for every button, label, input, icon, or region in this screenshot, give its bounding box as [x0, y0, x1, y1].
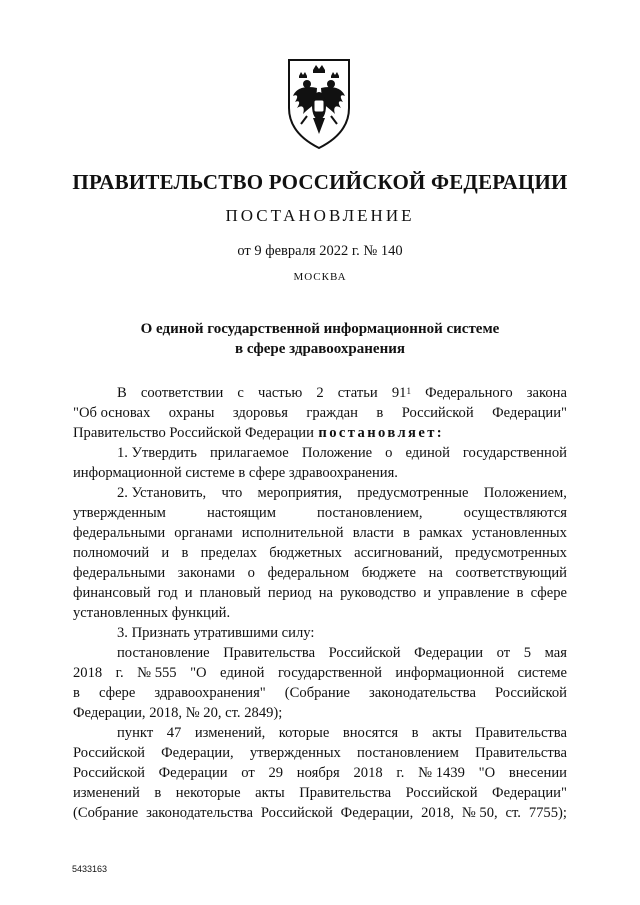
body-text-word: соответствии — [140, 385, 224, 401]
body-text-word: руководство — [340, 585, 417, 601]
body-text-word: Российской — [405, 785, 478, 801]
body-text-word: закона — [526, 385, 567, 401]
body-text-word: в — [181, 545, 189, 561]
body-text-word: установленных — [471, 525, 567, 541]
body-line — [73, 723, 567, 743]
body-line — [73, 403, 567, 423]
body-text-word: 47 — [166, 725, 182, 741]
body-text-word: управление — [438, 585, 510, 601]
body-text-word: 2018 — [353, 765, 383, 781]
body-text-word: о — [247, 565, 255, 581]
body-text-word: г. — [396, 765, 405, 781]
body-text-word: 2 — [316, 385, 324, 401]
body-text-word: постановление — [117, 645, 210, 661]
body-text-word: (Собрание — [284, 685, 350, 701]
body-text-word: о — [385, 445, 393, 461]
body-text-word: Российской — [73, 745, 145, 761]
subject-line: О единой государственной информационной системе — [140, 321, 500, 337]
body-text-word: рамках — [419, 525, 463, 541]
body-text-word: предусмотренных — [454, 545, 567, 561]
body-text-word: статьи — [337, 385, 378, 401]
body-text-word: сфере — [98, 685, 136, 701]
body-text-word: законодательства — [146, 805, 253, 821]
body-text-word: Российской — [73, 765, 145, 781]
body-text-word: 7755); — [528, 805, 567, 821]
body-text-word: и — [423, 585, 432, 601]
body-line — [73, 623, 567, 643]
body-text-word: законами — [177, 565, 236, 581]
body-text-word: Правительство Российской Федерации — [73, 425, 314, 441]
body-text-word: "О — [190, 665, 207, 681]
body-text-word: ассигнований, — [354, 545, 443, 561]
body-text-word: 2018 — [73, 665, 103, 681]
body-text-word: Федерации — [414, 645, 484, 661]
body-text-word: бюджетных — [269, 545, 342, 561]
body-text-word: в — [376, 405, 384, 421]
resolves-word: постановляет: — [318, 425, 445, 441]
body-text-word: мероприятия, — [257, 485, 343, 501]
body-text-word: частью — [258, 385, 303, 401]
body-text-word: информационной системе в сфере здравоохранения. — [73, 465, 398, 481]
body-text-word: Российской — [495, 685, 567, 701]
body-text-word: год — [157, 585, 178, 601]
body-line — [73, 683, 567, 703]
body-text-word: 91 — [391, 385, 407, 401]
body-text-word: государственной — [277, 665, 382, 681]
body-line — [73, 383, 567, 403]
body-text-word: государственной — [462, 445, 567, 461]
body-text-word: в — [516, 585, 524, 601]
body-text-word: акты — [432, 725, 462, 741]
body-text-word: Российской — [260, 805, 333, 821]
body-text-word: и — [184, 585, 193, 601]
document-body — [73, 383, 567, 823]
body-line — [73, 603, 567, 623]
body-text-word: № 50, — [461, 805, 498, 821]
body-text-word: акты — [255, 785, 285, 801]
body-text-word: в — [403, 525, 410, 541]
body-text-word: в — [154, 785, 162, 801]
government-title: ПРАВИТЕЛЬСТВО РОССИЙСКОЙ ФЕДЕРАЦИИ — [72, 170, 568, 194]
body-line — [73, 703, 567, 723]
body-text-word: что — [221, 485, 243, 501]
subject-line: в сфере здравоохранения — [235, 341, 405, 357]
body-text-word: период — [267, 585, 312, 601]
body-text-word: предусмотренные — [357, 485, 469, 501]
body-text-word: законодательства — [369, 685, 476, 701]
document-subject — [0, 319, 640, 359]
body-text-word: мая — [544, 645, 567, 661]
body-text-word: охраны — [168, 405, 215, 421]
body-line — [73, 543, 567, 563]
body-text-word: Федерации, — [340, 805, 414, 821]
body-text-word: 5 — [523, 645, 532, 661]
body-text-word: единой — [220, 665, 265, 681]
body-text-word: Российской — [401, 405, 474, 421]
body-text-word: ноября — [296, 765, 340, 781]
body-line — [73, 463, 567, 483]
body-text-word: № 555 — [137, 665, 177, 681]
body-text-word: постановлением — [357, 745, 459, 761]
body-line — [73, 523, 567, 543]
body-line — [73, 483, 567, 503]
body-text-word: власти — [352, 525, 394, 541]
document-date-number: от 9 февраля 2022 г. № 140 — [237, 243, 403, 259]
body-text-word: утвержденных — [249, 745, 341, 761]
russian-coat-of-arms-icon — [283, 56, 355, 152]
body-text-word: и — [161, 545, 170, 561]
body-text-word: (Собрание — [73, 805, 139, 821]
body-text-word: Федерации, — [161, 745, 234, 761]
body-text-word: В — [117, 385, 127, 401]
body-text-word: системе — [517, 665, 567, 681]
body-text-word: Федерации" — [492, 785, 567, 801]
body-text-word: ст. — [505, 805, 521, 821]
body-text-word: внесении — [508, 765, 567, 781]
body-text-word: Правительства — [475, 745, 567, 761]
body-text-word: г. — [115, 665, 124, 681]
body-text-word: прилагаемое — [209, 445, 289, 461]
body-line — [73, 423, 567, 443]
body-text-word: федеральными — [73, 565, 166, 581]
body-text-word: здравоохранения" — [154, 685, 266, 701]
body-text-word: в — [73, 685, 80, 701]
body-text-word: от — [241, 765, 255, 781]
body-text-word: информационной — [395, 665, 505, 681]
body-line — [73, 783, 567, 803]
body-line — [73, 563, 567, 583]
body-text-word: сфере — [530, 585, 567, 601]
document-type: ПОСТАНОВЛЕНИЕ — [225, 206, 415, 225]
body-text-word: 2018, — [421, 805, 454, 821]
body-text-word: изменений — [73, 785, 140, 801]
body-text-word: Правительства — [299, 785, 392, 801]
body-text-word: на — [318, 585, 333, 601]
body-text-word: которые — [278, 725, 330, 741]
body-text-word: пункт — [117, 725, 154, 741]
body-text-word: некоторые — [175, 785, 241, 801]
body-text-word: Федерации — [158, 765, 228, 781]
body-text-word: Положением, — [483, 485, 567, 501]
body-text-word: "О — [478, 765, 496, 781]
body-line — [73, 643, 567, 663]
body-text-word: изменений, — [194, 725, 266, 741]
body-line — [73, 443, 567, 463]
body-text-word: Российской — [328, 645, 401, 661]
body-line — [73, 743, 567, 763]
body-text-word: финансовый — [73, 585, 151, 601]
body-text-word: Федерации" — [492, 405, 567, 421]
body-text-word: соответствующий — [455, 565, 567, 581]
body-text-word: от — [496, 645, 511, 661]
body-text-word: Правительства — [223, 645, 316, 661]
document-city: МОСКВА — [293, 271, 347, 283]
body-line — [73, 763, 567, 783]
body-text-word: настоящим — [206, 505, 276, 521]
body-text-word: № 1439 — [418, 765, 465, 781]
body-text-word: федеральными — [73, 525, 166, 541]
body-text-word: осуществляются — [463, 505, 567, 521]
body-text-word: 2. Установить, — [117, 485, 207, 501]
body-line — [73, 803, 567, 823]
body-text-word: "Об основах — [73, 405, 151, 421]
body-text-word: единой — [405, 445, 450, 461]
body-text-word: граждан — [306, 405, 358, 421]
body-text-word: федеральном — [267, 565, 350, 581]
document-code: 5433163 — [72, 864, 108, 874]
body-text-word: исполнительной — [241, 525, 344, 541]
body-text-word: здоровья — [232, 405, 288, 421]
footnote-mark: 1 — [406, 386, 411, 396]
body-line — [73, 503, 567, 523]
body-text-word: плановый — [199, 585, 261, 601]
body-text-word: в — [411, 725, 419, 741]
body-text-word: вносятся — [342, 725, 399, 741]
body-text-word: Федерации, 2018, № 20, ст. 2849); — [73, 705, 283, 721]
body-text-word: с — [237, 385, 244, 401]
body-line — [73, 663, 567, 683]
body-line — [73, 583, 567, 603]
body-text-word: пределах — [200, 545, 257, 561]
body-text-word: 1. Утвердить — [117, 445, 197, 461]
body-text-word: бюджете — [361, 565, 416, 581]
body-text-word: органами — [174, 525, 233, 541]
body-text-word: Правительства — [475, 725, 567, 741]
body-text-word: 3. Признать утратившими силу: — [117, 625, 315, 641]
body-text-word: постановлением, — [317, 505, 423, 521]
body-text-word: на — [428, 565, 443, 581]
body-text-word: утвержденным — [73, 505, 166, 521]
body-text-word: установленных функций. — [73, 605, 231, 621]
body-text-word: Федерального — [425, 385, 513, 401]
body-text-word: Положение — [301, 445, 373, 461]
body-text-word: полномочий — [73, 545, 150, 561]
body-text-word: 29 — [268, 765, 284, 781]
